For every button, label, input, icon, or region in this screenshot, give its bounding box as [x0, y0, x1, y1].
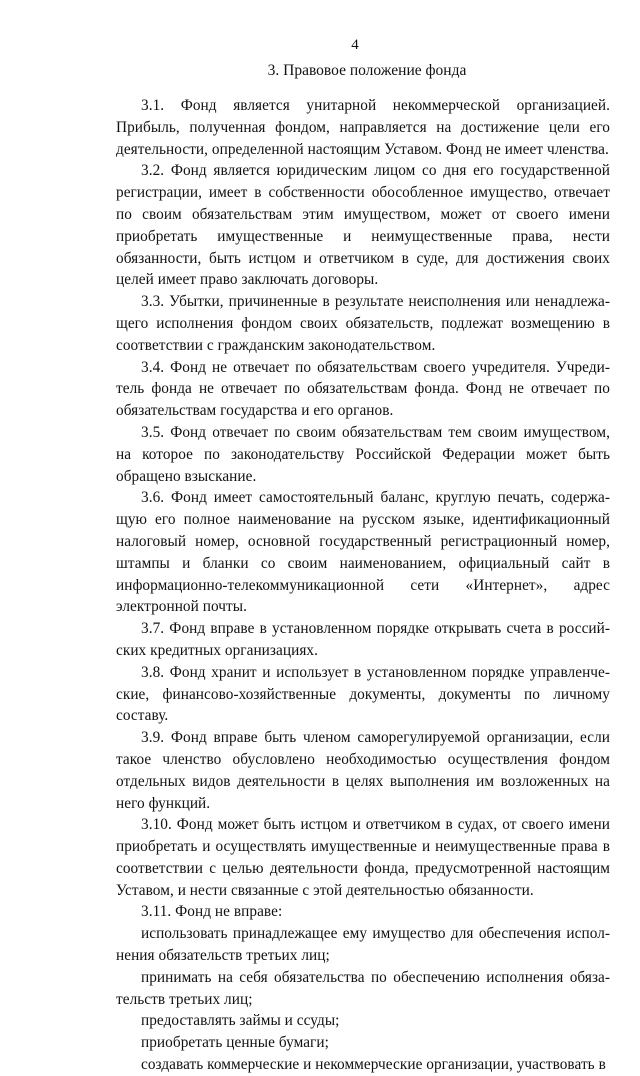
- paragraph-3-10: 3.10. Фонд может быть истцом и ответчиком в судах, от своего имени приобретать и осуществлять имущественные и неимущественные права в соответствии с целью деятельности фонда, предусмотренной настоящим Уставом, и нести связанные с этой деятельностью обязанности.: [116, 816, 610, 899]
- paragraph-3-4: 3.4. Фонд не отвечает по обязательствам своего учредителя. Учредитель фонда не отвечает по обязательствам фонда. Фонд не отвечает по обязательствам государства и его органов.: [116, 358, 610, 420]
- paragraph-3-8: 3.8. Фонд хранит и использует в установленном порядке управленческие, финансово-хозяйственные документы, документы по личному составу.: [116, 663, 610, 725]
- page-number: 4: [351, 37, 359, 53]
- restriction-item: использовать принадлежащее ему имущество для обеспечения исполнения обязательств третьих лиц;: [116, 925, 610, 965]
- paragraph-3-9: 3.9. Фонд вправе быть членом саморегулируемой организации, если такое членство обусловлено необходимостью осуществления фондом отдельных видов деятельности в целях выполнения им возложенных на него функций.: [116, 729, 610, 812]
- restriction-item: предоставлять займы и ссуды;: [141, 1012, 340, 1030]
- paragraph-3-7: 3.7. Фонд вправе в установленном порядке открывать счета в российских кредитных организациях.: [116, 620, 610, 659]
- paragraph-3-11: 3.11. Фонд не вправе:: [141, 903, 283, 921]
- paragraph-3-2: 3.2. Фонд является юридическим лицом со дня его государственной регистрации, имеет в собственности обособленное имущество, отвечает по своим обязательствам этим имуществом, может от своего имени приобретать имущественные и неимущественные права, нести обязанности, быть истцом и ответчиком в суде, для достижения своих целей имеет право заключать договоры.: [116, 162, 610, 289]
- paragraph-3-5: 3.5. Фонд отвечает по своим обязательствам тем своим имуществом, на которое по законодательству Российской Федерации может быть обращено взыскание.: [116, 423, 610, 485]
- document-body: [116, 95, 610, 1076]
- paragraph-3-1: 3.1. Фонд является унитарной некоммерческой организацией. Прибыль, полученная фондом, направляется на достижение цели его деятельности, определенной настоящим Уставом. Фонд не имеет членства.: [116, 97, 610, 158]
- restriction-item: создавать коммерческие и некоммерческие организации, участвовать в: [141, 1056, 606, 1074]
- restriction-item: приобретать ценные бумаги;: [141, 1034, 329, 1052]
- section-title: 3. Правовое положение фонда: [267, 62, 467, 79]
- paragraph-3-6: 3.6. Фонд имеет самостоятельный баланс, круглую печать, содержащую его полное наименование на русском языке, идентификационный налоговый номер, основной государственный регистрационный номер, штампы и бланки со своим наименованием, официальный сайт в информационно-телекоммуникационной сети «Интернет», адрес электронной почты.: [116, 489, 610, 616]
- restriction-item: принимать на себя обязательства по обеспечению исполнения обязательств третьих лиц;: [116, 968, 610, 1008]
- paragraph-3-3: 3.3. Убытки, причиненные в результате неисполнения или ненадлежащего исполнения фондом своих обязательств, подлежат возмещению в соответствии с гражданским законодательством.: [116, 293, 610, 354]
